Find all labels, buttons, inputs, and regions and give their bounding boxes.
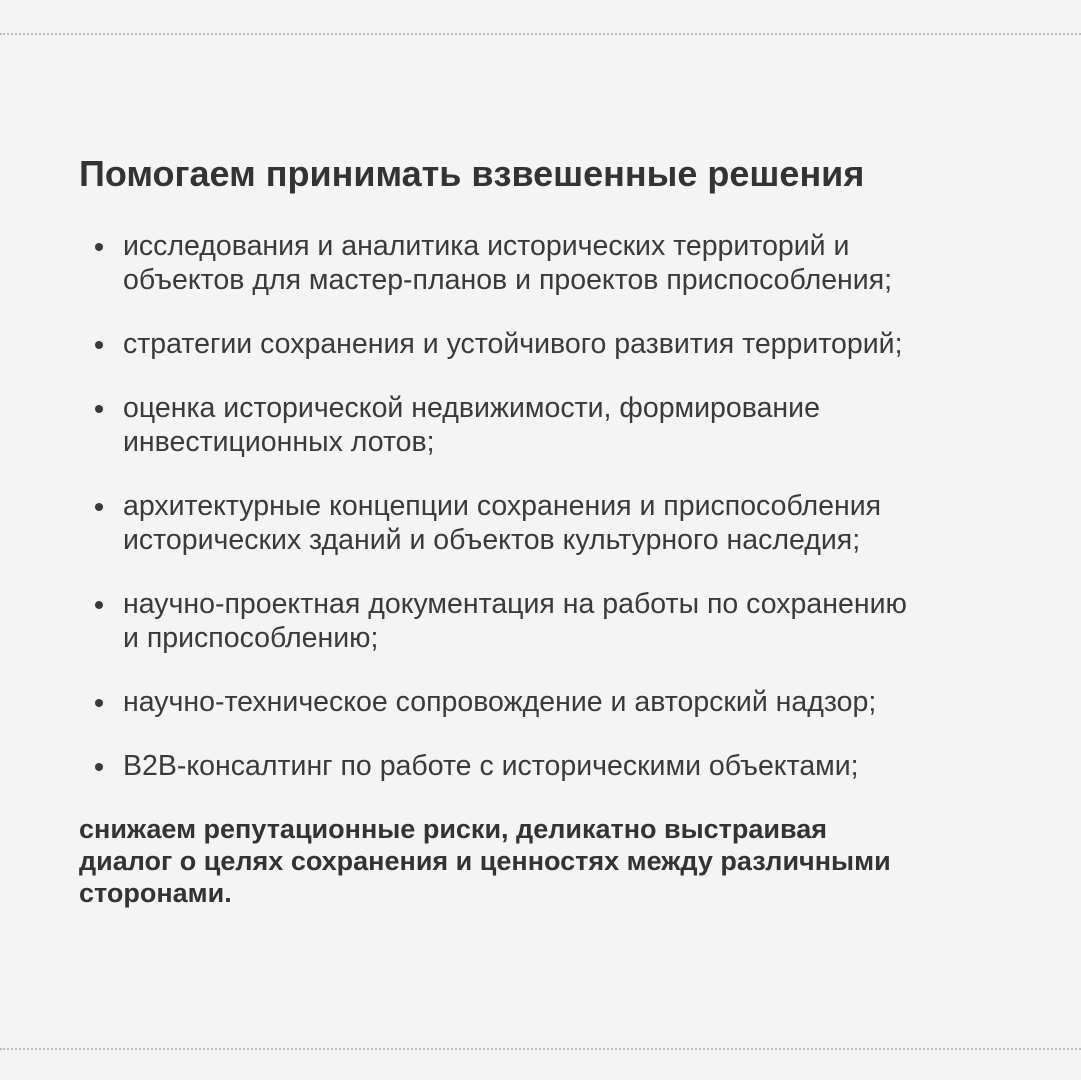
list-item-line: и приспособлению;	[123, 622, 379, 654]
list-item	[79, 229, 1019, 297]
bullet-dot-icon	[95, 341, 103, 349]
bottom-dotted-divider	[0, 1048, 1081, 1050]
list-item	[79, 749, 1019, 783]
list-item-line: стратегии сохранения и устойчивого развития территорий;	[123, 328, 903, 360]
list-item	[79, 587, 1019, 655]
top-dotted-divider	[0, 33, 1081, 35]
bullet-dot-icon	[95, 405, 103, 413]
list-item-line: исторических зданий и объектов культурного наследия;	[123, 524, 861, 556]
services-list	[79, 229, 1019, 783]
bullet-dot-icon	[95, 763, 103, 771]
main-content	[79, 148, 1019, 909]
conclusion-text	[79, 813, 1019, 909]
list-item	[79, 489, 1019, 557]
conclusion-line: сторонами.	[79, 878, 232, 908]
list-item-line: оценка исторической недвижимости, формирование	[123, 392, 820, 424]
bullet-dot-icon	[95, 601, 103, 609]
list-item-line: научно-техническое сопровождение и авторский надзор;	[123, 686, 877, 718]
list-item-line: исследования и аналитика исторических территорий и	[123, 230, 850, 262]
list-item-line: B2B-консалтинг по работе с историческими объектами;	[123, 750, 859, 782]
conclusion-line: снижаем репутационные риски, деликатно выстраивая	[79, 814, 828, 844]
page-title: Помогаем принимать взвешенные решения	[79, 153, 865, 194]
list-item-line: научно-проектная документация на работы по сохранению	[123, 588, 907, 620]
list-item	[79, 327, 1019, 361]
bullet-dot-icon	[95, 699, 103, 707]
list-item-line: инвестиционных лотов;	[123, 426, 435, 458]
list-item-line: объектов для мастер-планов и проектов приспособления;	[123, 264, 893, 296]
list-item	[79, 391, 1019, 459]
list-item-line: архитектурные концепции сохранения и приспособления	[123, 490, 882, 522]
conclusion-line: диалог о целях сохранения и ценностях между различными	[79, 846, 891, 876]
list-item	[79, 685, 1019, 719]
bullet-dot-icon	[95, 243, 103, 251]
bullet-dot-icon	[95, 503, 103, 511]
